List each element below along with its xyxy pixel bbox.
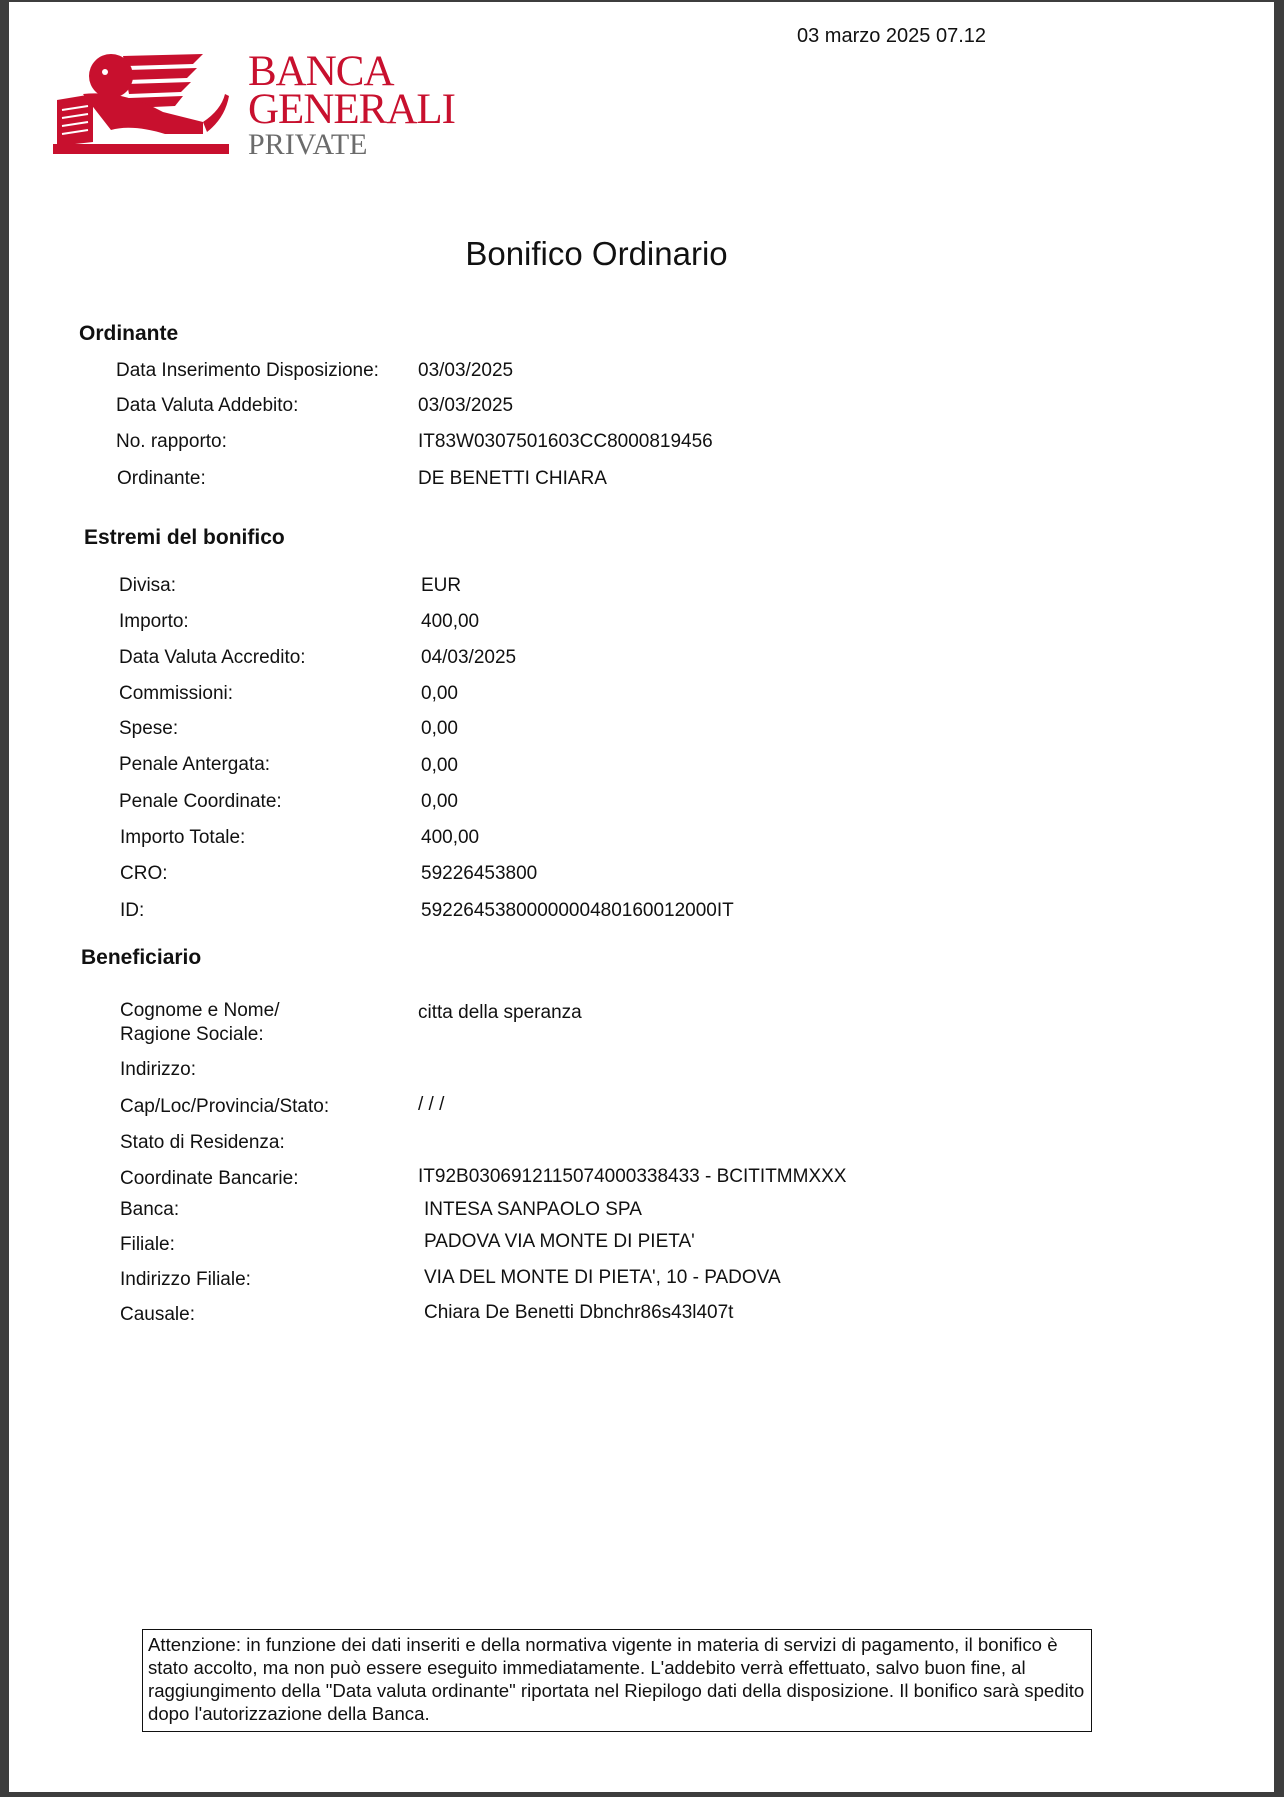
label-penale-coordinate: Penale Coordinate: [119, 791, 282, 812]
value-beneficiario-nome: citta della speranza [418, 1002, 582, 1023]
label-coordinate-bancarie: Coordinate Bancarie: [120, 1168, 299, 1189]
label-importo-totale: Importo Totale: [120, 827, 246, 848]
value-causale: Chiara De Benetti Dbnchr86s43l407t [424, 1302, 734, 1323]
logo-text-private: PRIVATE [248, 128, 368, 161]
label-cro: CRO: [120, 863, 168, 884]
label-stato-residenza: Stato di Residenza: [120, 1132, 285, 1153]
label-ordinante: Ordinante: [117, 468, 206, 489]
section-heading-estremi: Estremi del bonifico [84, 526, 285, 549]
value-spese: 0,00 [421, 718, 458, 739]
logo-text-banca: BANCA [248, 48, 394, 95]
value-penale-coordinate: 0,00 [421, 791, 458, 812]
section-heading-beneficiario: Beneficiario [81, 946, 202, 969]
label-data-valuta-accredito: Data Valuta Accredito: [119, 647, 306, 668]
value-cap-loc: / / / [418, 1094, 445, 1115]
logo-text-generali: GENERALI [248, 86, 455, 133]
label-importo: Importo: [119, 611, 189, 632]
label-cognome-nome: Cognome e Nome/ [120, 1000, 280, 1021]
value-coordinate-bancarie: IT92B0306912115074000338433 - BCITITMMXXX [418, 1166, 847, 1187]
label-id: ID: [120, 900, 145, 921]
label-filiale: Filiale: [120, 1234, 175, 1255]
value-importo: 400,00 [421, 611, 480, 632]
value-data-inserimento: 03/03/2025 [418, 360, 514, 381]
document-page [9, 2, 1274, 1792]
value-banca: INTESA SANPAOLO SPA [424, 1199, 642, 1220]
label-causale: Causale: [120, 1304, 195, 1325]
value-data-valuta-accredito: 04/03/2025 [421, 647, 517, 668]
winged-lion-icon [53, 50, 229, 154]
label-banca: Banca: [120, 1199, 180, 1220]
value-no-rapporto: IT83W0307501603CC8000819456 [418, 431, 713, 452]
label-penale-antergata: Penale Antergata: [119, 754, 271, 775]
notice-box: Attenzione: in funzione dei dati inseriti e della normativa vigente in materia di servizi di pagamento, il bonifico è stato accolto, ma non può essere eseguito immediatamente. L'addebito verrà effettuato, salvo buon fine, al raggiungimento della "Data valuta ordinante" riportata nel Riepilogo dati della disposizione. Il bonifico sarà spedito dopo l'autorizzazione della Banca. [142, 1629, 1092, 1732]
value-indirizzo-filiale: VIA DEL MONTE DI PIETA', 10 - PADOVA [424, 1267, 781, 1288]
value-ordinante: DE BENETTI CHIARA [418, 468, 607, 489]
label-data-valuta-addebito: Data Valuta Addebito: [116, 395, 299, 416]
label-commissioni: Commissioni: [119, 683, 234, 704]
label-divisa: Divisa: [119, 575, 177, 596]
label-cap-loc: Cap/Loc/Provincia/Stato: [120, 1096, 330, 1117]
value-filiale: PADOVA VIA MONTE DI PIETA' [424, 1231, 695, 1252]
value-id: 5922645380000000480160012000IT [421, 900, 734, 921]
value-commissioni: 0,00 [421, 683, 458, 704]
value-data-valuta-addebito: 03/03/2025 [418, 395, 514, 416]
value-cro: 59226453800 [421, 863, 538, 884]
label-ragione-sociale: Ragione Sociale: [120, 1024, 264, 1045]
document-title: Bonifico Ordinario [465, 235, 728, 272]
bank-logo [53, 48, 455, 161]
print-datetime: 03 marzo 2025 07.12 [797, 25, 987, 47]
label-indirizzo: Indirizzo: [120, 1059, 197, 1080]
value-importo-totale: 400,00 [421, 827, 480, 848]
value-penale-antergata: 0,00 [421, 755, 458, 776]
label-data-inserimento: Data Inserimento Disposizione: [116, 360, 379, 381]
label-indirizzo-filiale: Indirizzo Filiale: [120, 1269, 251, 1290]
section-heading-ordinante: Ordinante [79, 322, 179, 345]
label-no-rapporto: No. rapporto: [116, 431, 227, 452]
label-spese: Spese: [119, 718, 179, 739]
value-divisa: EUR [421, 575, 462, 596]
